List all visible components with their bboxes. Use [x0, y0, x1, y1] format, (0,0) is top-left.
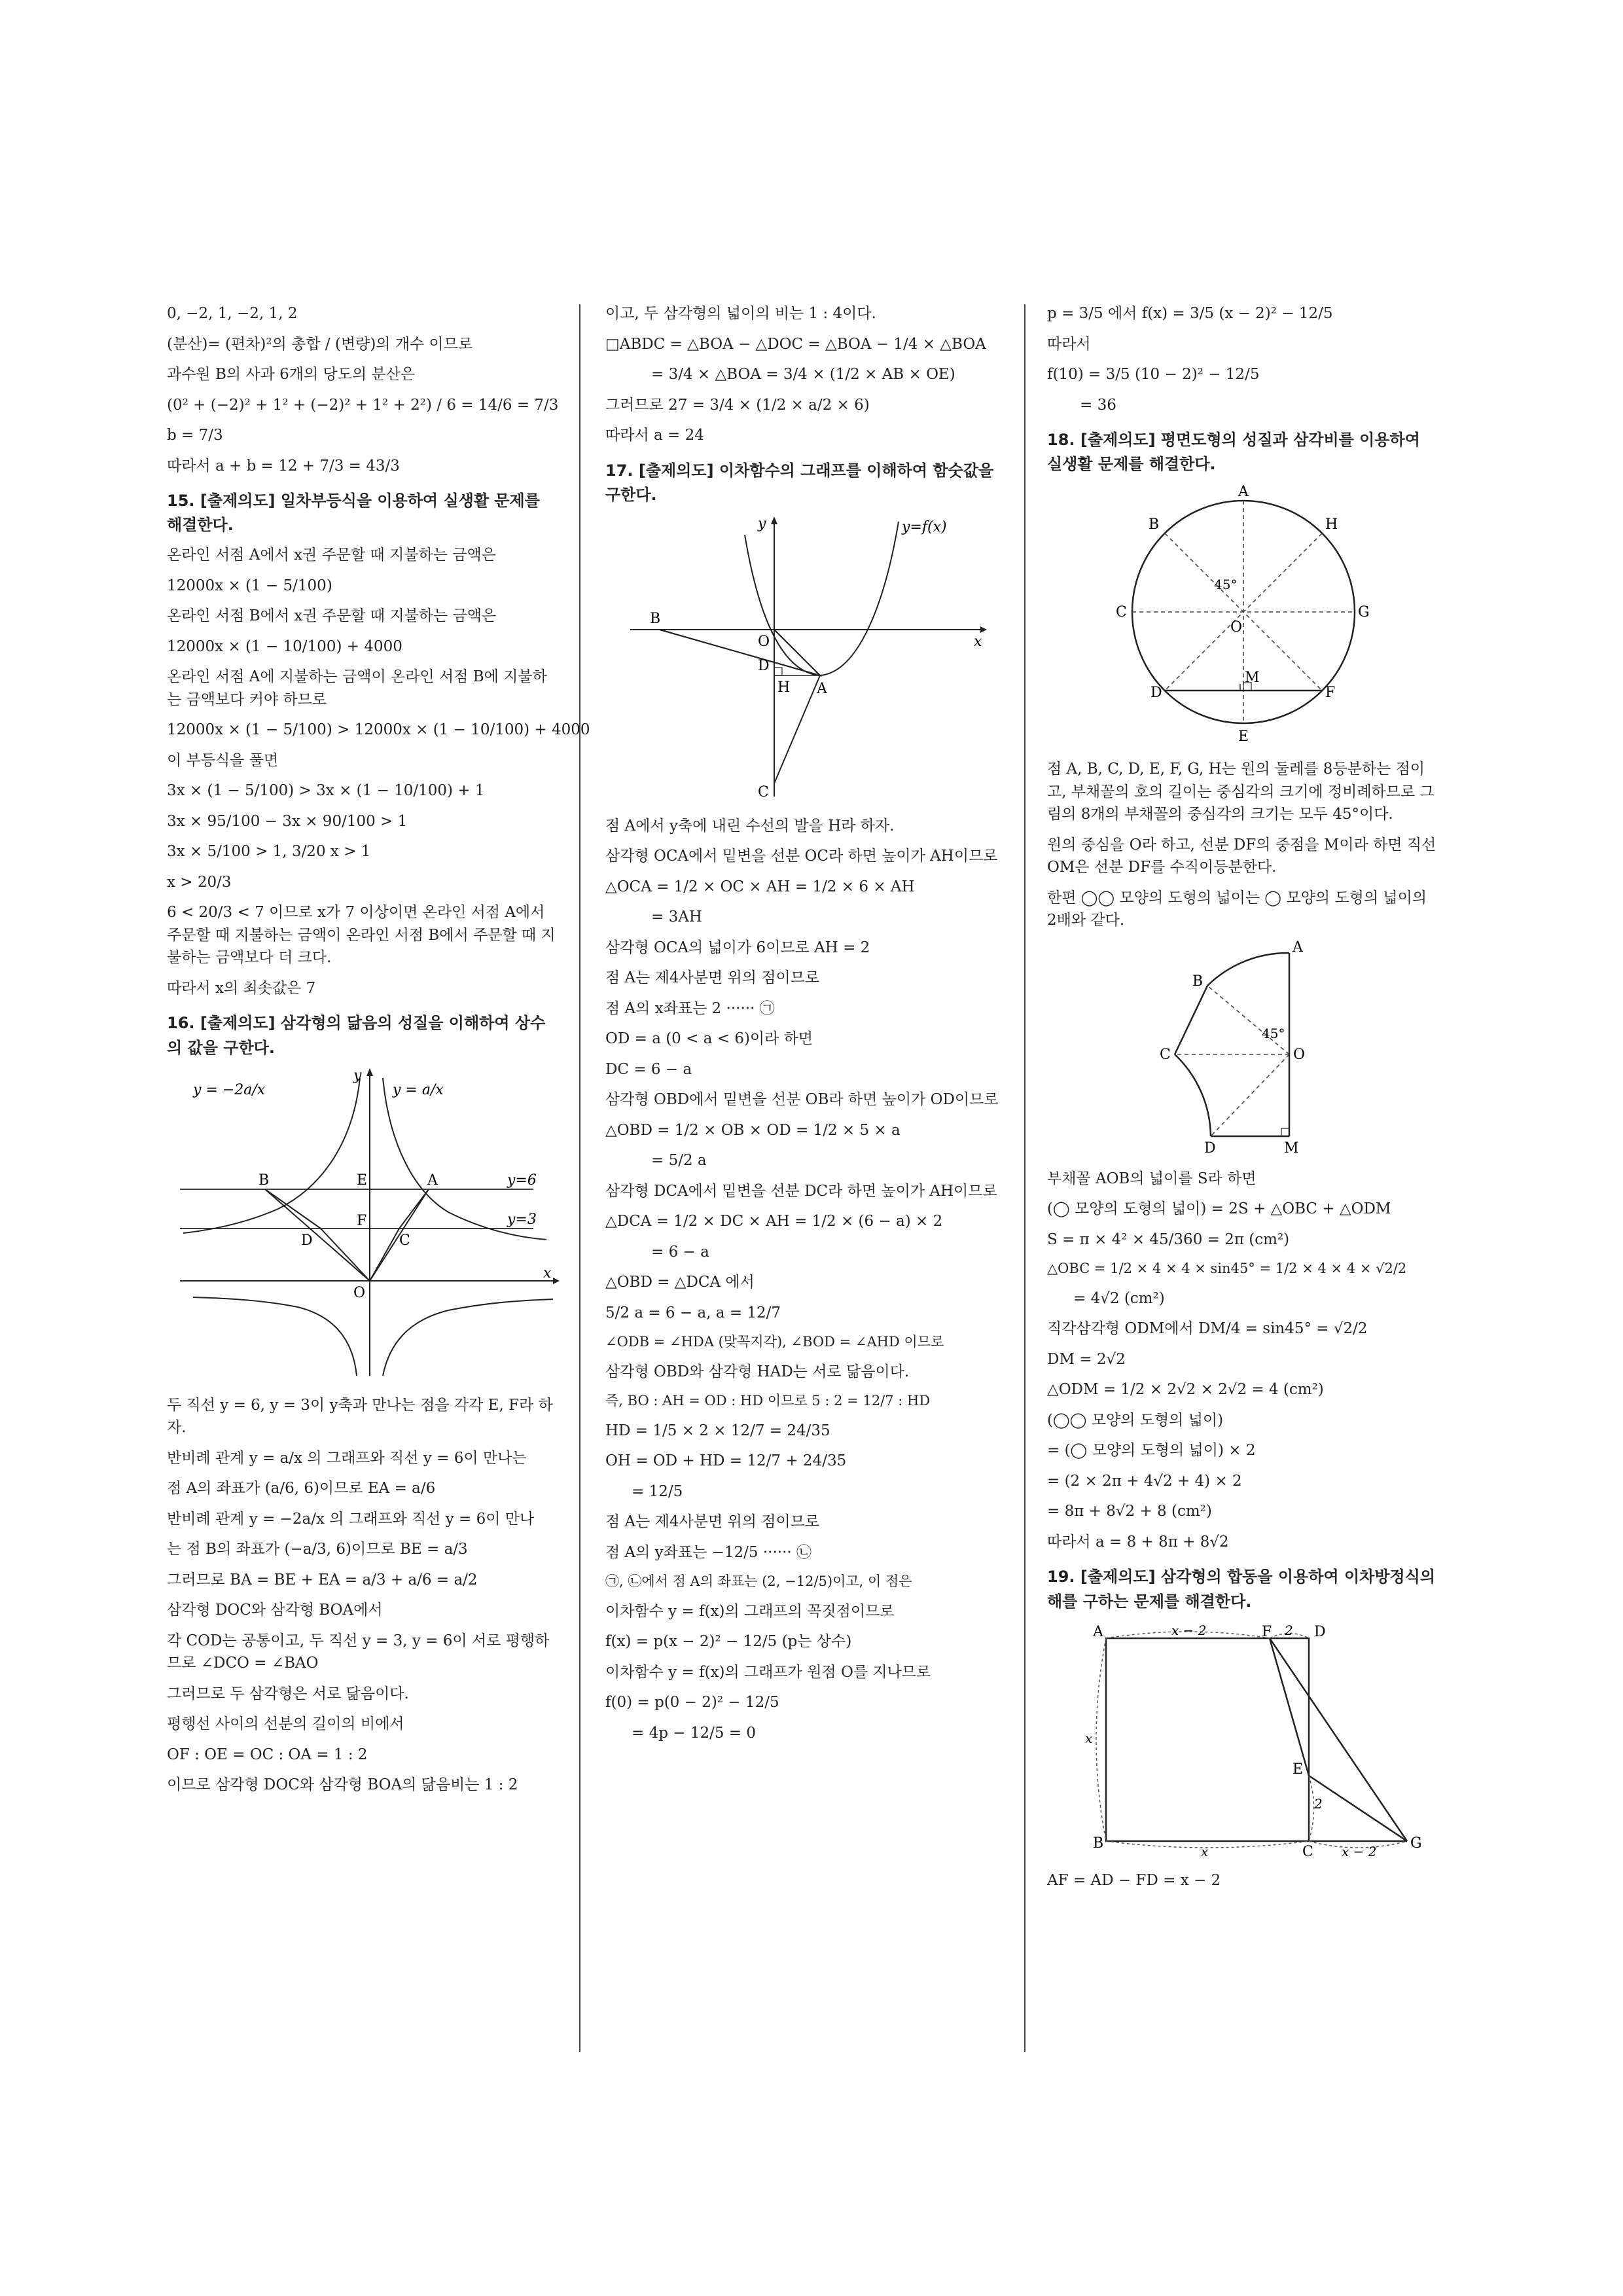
math-line: OF : OE = OC : OA = 1 : 2 — [167, 1746, 368, 1763]
math-line: 5/2 a = 6 − a, a = 12/7 — [605, 1304, 781, 1321]
point-E: E — [1238, 728, 1249, 745]
dim-bottom-right: x − 2 — [1342, 1843, 1377, 1857]
point-D: D — [757, 657, 770, 674]
text-line: 점 A는 제4사분면 위의 점이므로 — [605, 969, 820, 987]
point-G: G — [1410, 1835, 1422, 1852]
math-line: b = 7/3 — [167, 427, 223, 444]
y-axis-label: y — [353, 1067, 362, 1084]
text-line: 한편 ◯◯ 모양의 도형의 넓이는 ◯ 모양의 도형의 넓이의 2배와 같다. — [1047, 889, 1427, 929]
text-line: 삼각형 OCA에서 밑변을 선분 OC라 하면 높이가 AH이므로 — [605, 848, 998, 865]
point-F: F — [357, 1212, 367, 1229]
x-axis-label: x — [543, 1265, 552, 1282]
math-line: 그러므로 BA = BE + EA = a/3 + a/6 = a/2 — [167, 1571, 478, 1588]
math-line: = 8π + 8√2 + 8 (cm²) — [1047, 1503, 1212, 1520]
question-19-heading: 19. [출제의도] 삼각형의 합동을 이용하여 이차방정식의 해를 구하는 문제를 해결한다. — [1047, 1568, 1436, 1611]
text-line: 온라인 서점 A에 지불하는 금액이 온라인 서점 B에 지불하는 금액보다 커야 하므로 — [167, 668, 547, 708]
text-line: 반비례 관계 y = a/x 의 그래프와 직선 y = 6이 만나는 — [167, 1449, 527, 1467]
point-O: O — [757, 633, 770, 650]
math-line: DM = 2√2 — [1047, 1350, 1126, 1368]
text-line: 이차함수 y = f(x)의 그래프가 원점 O를 지나므로 — [605, 1663, 931, 1681]
math-line: OH = OD + HD = 12/7 + 24/35 — [605, 1452, 847, 1470]
sector-shape-figure — [1145, 940, 1342, 1156]
text-line: 삼각형 DOC와 삼각형 BOA에서 — [167, 1602, 383, 1619]
math-line: 따라서 a + b = 12 + 7/3 = 43/3 — [167, 457, 400, 475]
text-line: 이 부등식을 풀면 — [167, 751, 279, 769]
point-B: B — [1093, 1835, 1104, 1852]
dim-top-right: 2 — [1285, 1622, 1293, 1638]
math-line: = 4√2 (cm²) — [1073, 1289, 1165, 1307]
text-line: 삼각형 OBD와 삼각형 HAD는 서로 닮음이다. — [605, 1363, 910, 1380]
point-B: B — [649, 610, 660, 627]
point-O: O — [1293, 1046, 1306, 1063]
angle-label: 45° — [1214, 577, 1238, 593]
text-line: 점 A는 제4사분면 위의 점이므로 — [605, 1513, 820, 1531]
math-line: (0² + (−2)² + 1² + (−2)² + 1² + 2²) / 6 = 14/6 = 7/3 — [167, 396, 559, 414]
math-line: 12000x × (1 − 5/100) — [167, 577, 332, 594]
math-line: △DCA = 1/2 × DC × AH = 1/2 × (6 − a) × 2 — [605, 1213, 943, 1230]
text-line: (분산)= (편차)²의 총합 / (변량)의 개수 이므로 — [167, 335, 473, 353]
column-3 — [1047, 302, 1440, 1899]
dim-left: x — [1085, 1730, 1093, 1746]
point-F: F — [1262, 1623, 1272, 1640]
math-line: 3x × 95/100 − 3x × 90/100 > 1 — [167, 812, 408, 830]
math-line: 점 A의 y좌표는 −12/5 ······ ㉡ — [605, 1543, 812, 1561]
math-line: AF = AD − FD = x − 2 — [1047, 1871, 1221, 1889]
text-line: 따라서 x의 최솟값은 7 — [167, 979, 316, 997]
text-line: 점 A, B, C, D, E, F, G, H는 원의 둘레를 8등분하는 점이고, 부채꼴의 호의 길이는 중심각의 크기에 정비례하므로 그림의 8개의 부채꼴의 중심각의 크기는 모두 45°이다. — [1047, 761, 1435, 823]
text-line: 6 < 20/3 < 7 이므로 x가 7 이상이면 온라인 서점 A에서 주문할 때 지불하는 금액이 온라인 서점 B에서 주문할 때 지불하는 금액보다 더 크다. — [167, 904, 556, 967]
math-line: = 3AH — [651, 908, 702, 926]
point-C: C — [1116, 604, 1127, 621]
math-line: 직각삼각형 ODM에서 DM/4 = sin45° = √2/2 — [1047, 1320, 1368, 1338]
text-line: 온라인 서점 B에서 x권 주문할 때 지불하는 금액은 — [167, 607, 497, 625]
point-B: B — [1192, 973, 1204, 990]
point-E: E — [357, 1172, 368, 1189]
math-line: 는 점 B의 좌표가 (−a/3, 6)이므로 BE = a/3 — [167, 1541, 468, 1558]
math-line: p = 3/5 에서 f(x) = 3/5 (x − 2)² − 12/5 — [1047, 305, 1333, 322]
math-line: = 36 — [1080, 396, 1116, 414]
math-line: 12000x × (1 − 10/100) + 4000 — [167, 637, 402, 655]
x-axis-label: x — [973, 633, 982, 650]
dim-right: 2 — [1314, 1795, 1323, 1812]
point-A: A — [427, 1172, 438, 1189]
point-A: A — [1093, 1623, 1103, 1640]
text-line: 두 직선 y = 6, y = 3이 y축과 만나는 점을 각각 E, F라 하자. — [167, 1396, 553, 1437]
math-line: = (◯ 모양의 도형의 넓이) × 2 — [1047, 1442, 1256, 1460]
point-H: H — [777, 679, 790, 696]
math-line: f(0) = p(0 − 2)² − 12/5 — [605, 1694, 779, 1712]
math-line: ∠ODB = ∠HDA (맞꼭지각), ∠BOD = ∠AHD 이므로 — [605, 1334, 944, 1350]
math-line: 점 A의 좌표가 (a/6, 6)이므로 EA = a/6 — [167, 1480, 436, 1498]
math-line: 따라서 a = 8 + 8π + 8√2 — [1047, 1533, 1229, 1551]
hyperbola-figure — [167, 1068, 560, 1382]
point-F: F — [1325, 685, 1336, 702]
math-line: DC = 6 − a — [605, 1060, 692, 1078]
column-divider — [579, 304, 580, 2052]
column-2 — [605, 302, 1008, 1752]
text-line: 따라서 a = 24 — [605, 427, 704, 444]
text-line: 반비례 관계 y = −2a/x 의 그래프와 직선 y = 6이 만나 — [167, 1510, 535, 1528]
text-line: 평행선 사이의 선분의 길이의 비에서 — [167, 1715, 404, 1733]
text-line: 삼각형 OCA의 넓이가 6이므로 AH = 2 — [605, 939, 870, 956]
math-line: = (2 × 2π + 4√2 + 4) × 2 — [1047, 1472, 1242, 1490]
square-triangle-figure — [1060, 1622, 1427, 1857]
math-line: 그러므로 27 = 3/4 × (1/2 × a/2 × 6) — [605, 396, 870, 414]
point-M: M — [1284, 1139, 1299, 1156]
point-A: A — [1238, 484, 1249, 501]
point-C: C — [757, 783, 769, 800]
text-line: 점 A의 x좌표는 2 ······ ㉠ — [605, 999, 775, 1017]
dim-bottom-left: x — [1201, 1843, 1209, 1857]
column-1 — [167, 302, 590, 1804]
point-C: C — [1302, 1843, 1313, 1857]
point-O: O — [1230, 619, 1243, 636]
math-line: △OBD = 1/2 × OB × OD = 1/2 × 5 × a — [605, 1121, 901, 1139]
text-line: 0, −2, 1, −2, 1, 2 — [167, 305, 298, 322]
text-line: 점 A에서 y축에 내린 수선의 발을 H라 하자. — [605, 817, 895, 834]
math-line: = 3/4 × △BOA = 3/4 × (1/2 × AB × OE) — [651, 366, 955, 383]
math-line: = 5/2 a — [651, 1152, 707, 1170]
line-label-y6: y=6 — [507, 1172, 537, 1189]
math-line: 즉, BO : AH = OD : HD 이므로 5 : 2 = 12/7 : HD — [605, 1393, 931, 1409]
point-D: D — [301, 1232, 313, 1249]
math-line: △OBD = △DCA 에서 — [605, 1274, 755, 1291]
math-line: HD = 1/5 × 2 × 12/7 = 24/35 — [605, 1422, 830, 1439]
text-line: 이차함수 y = f(x)의 그래프의 꼭짓점이므로 — [605, 1602, 895, 1620]
math-line: f(10) = 3/5 (10 − 2)² − 12/5 — [1047, 366, 1260, 383]
math-line: □ABDC = △BOA − △DOC = △BOA − 1/4 × △BOA — [605, 335, 986, 353]
curve-label-right: y = a/x — [393, 1081, 444, 1098]
math-line: 3x × 5/100 > 1, 3/20 x > 1 — [167, 843, 371, 861]
point-G: G — [1358, 604, 1370, 621]
column-divider — [1024, 304, 1026, 2052]
text-line: 원의 중심을 O라 하고, 선분 DF의 중점을 M이라 하면 직선 OM은 선분 DF를 수직이등분한다. — [1047, 836, 1436, 876]
point-B: B — [1149, 516, 1160, 533]
math-line: OD = a (0 < a < 6)이라 하면 — [605, 1030, 813, 1048]
question-15-heading: 15. [출제의도] 일차부등식을 이용하여 실생활 문제를 해결한다. — [167, 492, 540, 535]
text-line: 각 COD는 공통이고, 두 직선 y = 3, y = 6이 서로 평행하므로 ∠DCO = ∠BAO — [167, 1632, 550, 1672]
text-line: 삼각형 OBD에서 밑변을 선분 OB라 하면 높이가 OD이므로 — [605, 1091, 999, 1109]
point-C: C — [399, 1232, 410, 1249]
parabola-figure — [624, 515, 990, 803]
point-D: D — [1204, 1139, 1216, 1156]
math-line: ㉠, ㉡에서 점 A의 좌표는 (2, −12/5)이고, 이 점은 — [605, 1573, 912, 1590]
question-17-heading: 17. [출제의도] 이차함수의 그래프를 이해하여 함숫값을 구한다. — [605, 461, 994, 504]
math-line: = 4p − 12/5 = 0 — [632, 1724, 757, 1742]
point-A: A — [816, 680, 827, 697]
math-line: = 6 − a — [651, 1243, 709, 1261]
text-line: 따라서 — [1047, 335, 1091, 353]
text-line: 과수원 B의 사과 6개의 당도의 분산은 — [167, 366, 416, 383]
point-C: C — [1160, 1046, 1171, 1063]
line-label-y3: y=3 — [507, 1211, 537, 1228]
math-line: f(x) = p(x − 2)² − 12/5 (p는 상수) — [605, 1633, 852, 1651]
math-line: S = π × 4² × 45/360 = 2π (cm²) — [1047, 1230, 1290, 1248]
dim-top-left: x − 2 — [1171, 1622, 1207, 1638]
point-M: M — [1245, 670, 1260, 687]
math-line: (◯ 모양의 도형의 넓이) = 2S + △OBC + △ODM — [1047, 1200, 1391, 1218]
text-line: 이고, 두 삼각형의 넓이의 비는 1 : 4이다. — [605, 305, 876, 322]
math-line: = 12/5 — [632, 1482, 683, 1500]
math-line: 12000x × (1 − 5/100) > 12000x × (1 − 10/100) + 4000 — [167, 721, 590, 739]
math-line: (◯◯ 모양의 도형의 넓이) — [1047, 1411, 1224, 1429]
point-H: H — [1325, 516, 1338, 533]
curve-label: y=f(x) — [901, 518, 947, 535]
text-line: 온라인 서점 A에서 x권 주문할 때 지불하는 금액은 — [167, 547, 496, 564]
point-O: O — [353, 1284, 366, 1301]
text-line: 이므로 삼각형 DOC와 삼각형 BOA의 닮음비는 1 : 2 — [167, 1776, 518, 1794]
y-axis-label: y — [757, 515, 766, 532]
circle-eight-sectors-figure — [1099, 484, 1387, 746]
question-16-heading: 16. [출제의도] 삼각형의 닮음의 성질을 이해하여 상수의 값을 구한다. — [167, 1014, 546, 1057]
question-18-heading: 18. [출제의도] 평면도형의 성질과 삼각비를 이용하여 실생활 문제를 해결한다. — [1047, 431, 1420, 474]
point-D: D — [1314, 1623, 1326, 1640]
math-line: △OCA = 1/2 × OC × AH = 1/2 × 6 × AH — [605, 878, 915, 895]
math-line: 3x × (1 − 5/100) > 3x × (1 − 10/100) + 1 — [167, 782, 485, 800]
curve-label-left: y = −2a/x — [193, 1081, 266, 1098]
angle-label: 45° — [1262, 1025, 1285, 1041]
text-line: 삼각형 DCA에서 밑변을 선분 DC라 하면 높이가 AH이므로 — [605, 1182, 997, 1200]
text-line: 그러므로 두 삼각형은 서로 닮음이다. — [167, 1685, 409, 1702]
math-line: x > 20/3 — [167, 873, 232, 891]
math-line: △OBC = 1/2 × 4 × 4 × sin45° = 1/2 × 4 × 4 × √2/2 — [1047, 1261, 1407, 1277]
point-B: B — [259, 1172, 270, 1189]
text-line: 부채꼴 AOB의 넓이를 S라 하면 — [1047, 1170, 1257, 1187]
point-A: A — [1293, 939, 1303, 956]
math-line: △ODM = 1/2 × 2√2 × 2√2 = 4 (cm²) — [1047, 1381, 1324, 1399]
point-D: D — [1150, 685, 1162, 702]
point-E: E — [1293, 1761, 1304, 1778]
